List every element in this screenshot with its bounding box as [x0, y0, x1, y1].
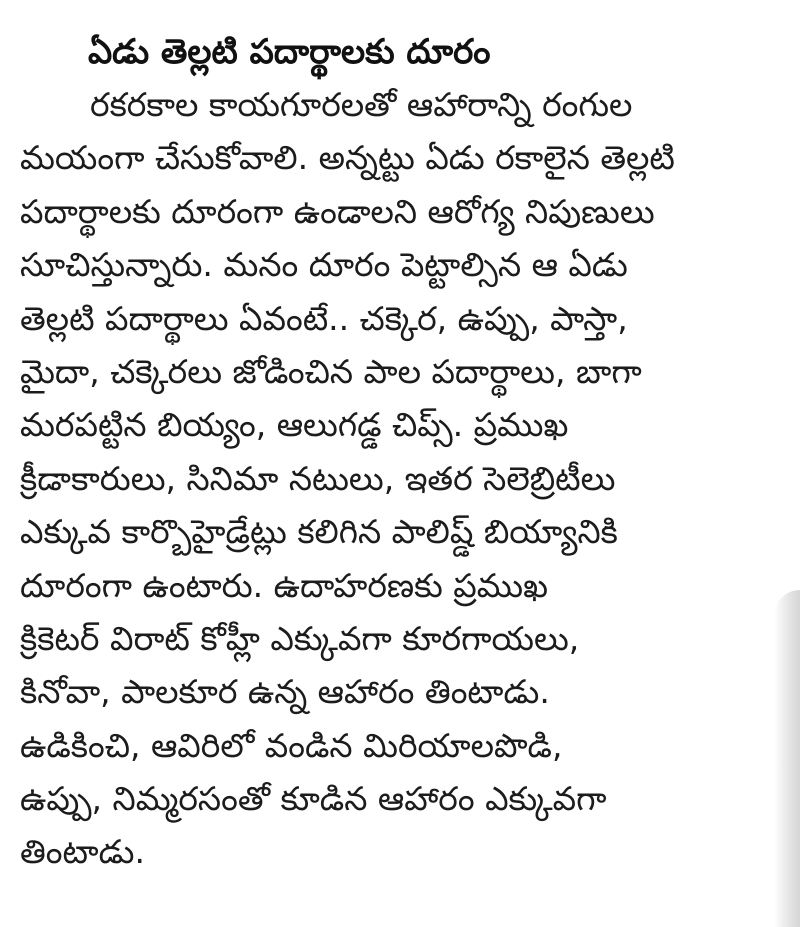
- article-line: సూచిస్తున్నారు. మనం దూరం పెట్టాల్సిన ఆ ఏడు: [20, 245, 628, 285]
- article-line: రకరకాల కాయగూరలతో ఆహారాన్ని రంగుల: [90, 85, 633, 124]
- article-line: ఎక్కువ కార్బొహైడ్రేట్లు కలిగిన పాలిష్డ్ బియ్యానికి: [20, 512, 618, 552]
- article-line: తింటాడు.: [20, 832, 145, 872]
- article-line: పదార్థాలకు దూరంగా ఉండాలని ఆరోగ్య నిపుణులు: [20, 191, 655, 231]
- article-line: ఉప్పు, నిమ్మరసంతో కూడిన ఆహారం ఎక్కువగా: [20, 779, 607, 819]
- article-body: [0, 78, 790, 879]
- adjacent-image-edge: [774, 590, 800, 927]
- article-line: దూరంగా ఉంటారు. ఉదాహరణకు ప్రముఖ: [20, 565, 549, 605]
- article-line: మైదా, చక్కెరలు జోడించిన పాల పదార్థాలు, బాగా: [20, 351, 642, 391]
- article-line: మయంగా చేసుకోవాలి. అన్నట్టు ఏడు రకాలైన తెల్లటి: [20, 138, 675, 178]
- article-line: క్రీడాకారులు, సినిమా నటులు, ఇతర సెలెబ్రిటీలు: [20, 458, 616, 498]
- article-line: క్రికెటర్ విరాట్ కోహ్లీ ఎక్కువగా కూరగాయలు,: [20, 618, 580, 658]
- article-line: మరపట్టిన బియ్యం, ఆలుగడ్డ చిప్స్. ప్రముఖ: [20, 405, 569, 445]
- article-line: కినోవా, పాలకూర ఉన్న ఆహారం తింటాడు.: [20, 672, 550, 712]
- article-line: తెల్లటి పదార్థాలు ఏవంటే.. చక్కెర, ఉప్పు, పాస్తా,: [20, 298, 628, 338]
- article-headline: ఏడు తెల్లటి పదార్థాలకు దూరం: [88, 32, 491, 72]
- article-line: ఉడికించి, ఆవిరిలో వండిన మిరియాలపొడి,: [20, 725, 563, 765]
